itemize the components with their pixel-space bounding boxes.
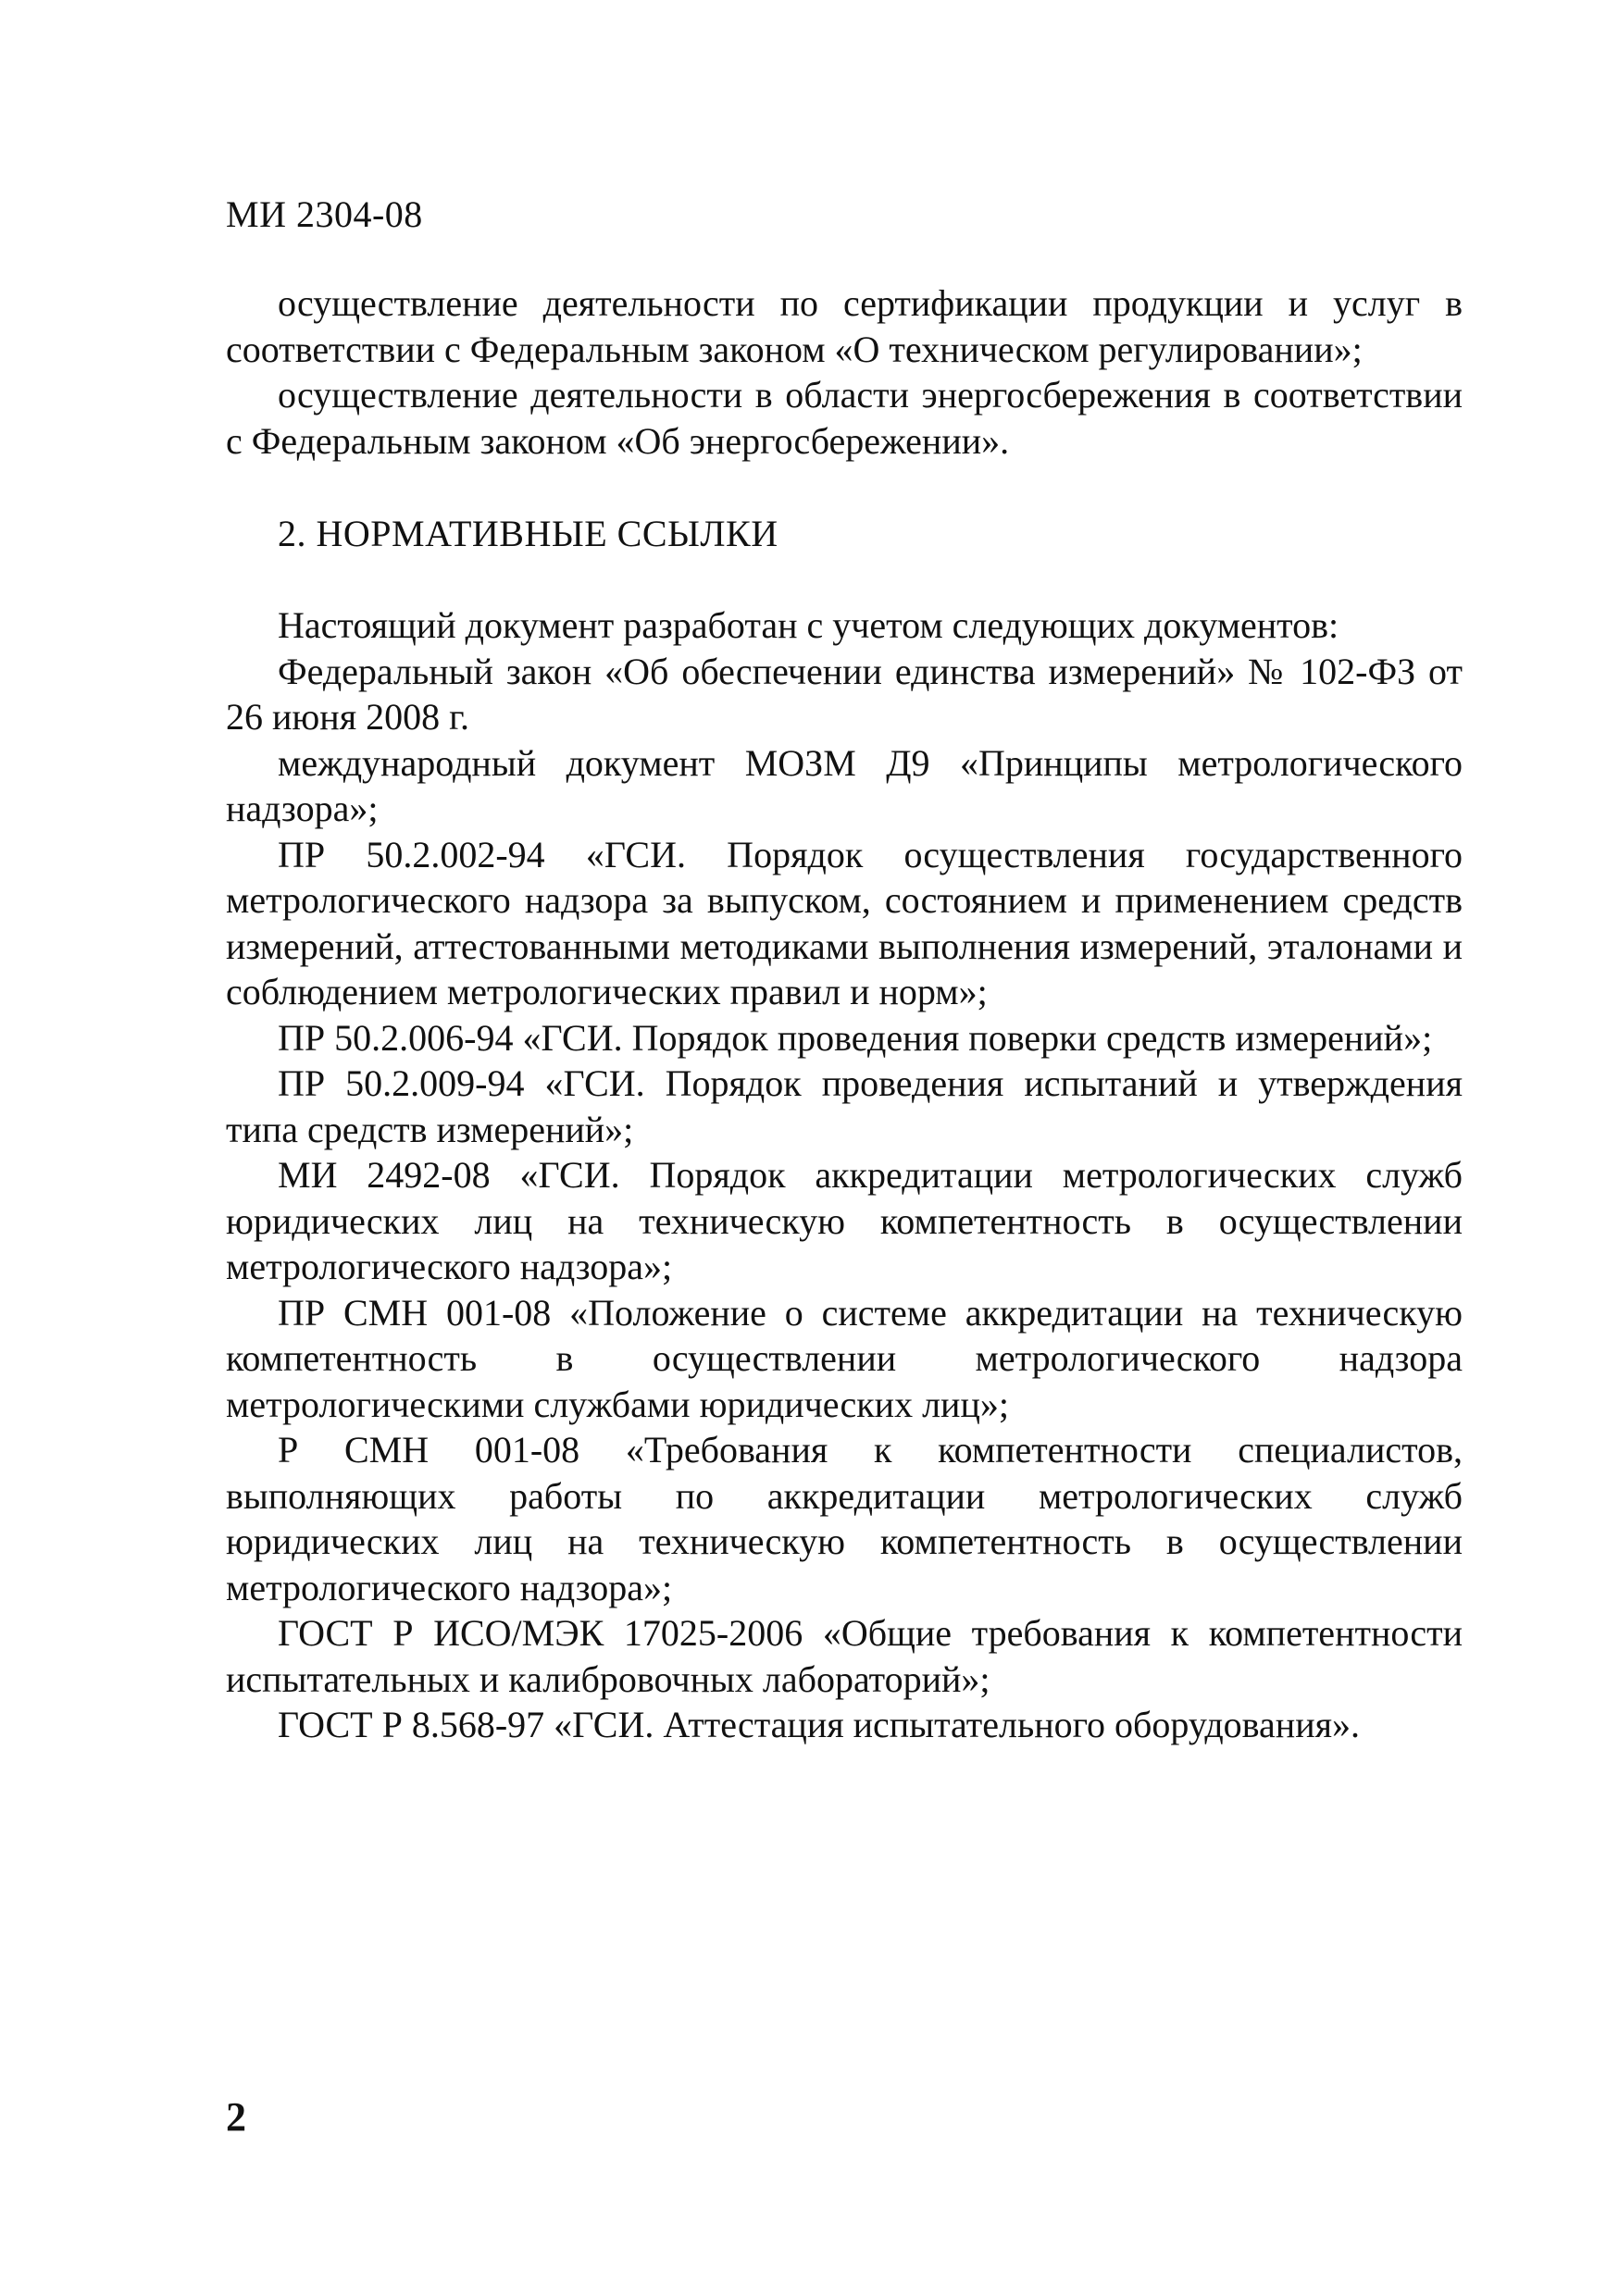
intro-paragraph: осуществление деятельности в области энергосбережения в соответствии с Федеральным законом «Об энергосбережении». [226,374,1463,462]
section-lead: Настоящий документ разработан с учетом следующих документов: [278,604,1339,646]
reference-item: ГОСТ Р 8.568-97 «ГСИ. Аттестация испытательного оборудования». [278,1704,1361,1745]
reference-item: Р СМН 001-08 «Требования к компетентности специалистов, выполняющих работы по аккредитации метрологических служб юридических лиц на техническую компетентность в осуществлении метрологического надзора»; [226,1429,1463,1608]
reference-item: международный документ МОЗМ Д9 «Принципы метрологического надзора»; [226,741,1463,829]
page-body [226,280,1463,1748]
reference-item: ПР 50.2.006-94 «ГСИ. Порядок проведения поверки средств измерений»; [278,1016,1433,1059]
reference-item: ПР 50.2.002-94 «ГСИ. Порядок осуществления государственного метрологического надзора за выпуском, состоянием и применением средств измерений, аттестованными методиками выполнения измерений, эталонами и соблюдением метрологических правил и норм»; [226,833,1463,1012]
reference-item: ПР СМН 001-08 «Положение о системе аккредитации на техническую компетентность в осуществлении метрологического надзора метрологическими службами юридических лиц»; [226,1291,1463,1425]
reference-item: Федеральный закон «Об обеспечении единства измерений» № 102-ФЗ от 26 июня 2008 г. [226,650,1463,738]
intro-paragraph: осуществление деятельности по сертификации продукции и услуг в соответствии с Федеральным законом «О техническом регулировании»; [226,282,1463,370]
reference-item: МИ 2492-08 «ГСИ. Порядок аккредитации метрологических служб юридических лиц на техническую компетентность в осуществлении метрологического надзора»; [226,1154,1463,1287]
section-title: 2. НОРМАТИВНЫЕ ССЫЛКИ [278,513,778,554]
reference-item: ГОСТ Р ИСО/МЭК 17025-2006 «Общие требования к компетентности испытательных и калибровочных лабораторий»; [226,1612,1463,1700]
reference-item: ПР 50.2.009-94 «ГСИ. Порядок проведения испытаний и утверждения типа средств измерений»; [226,1062,1463,1150]
page-number: 2 [226,2094,246,2140]
document-code-header: МИ 2304-08 [226,193,423,235]
